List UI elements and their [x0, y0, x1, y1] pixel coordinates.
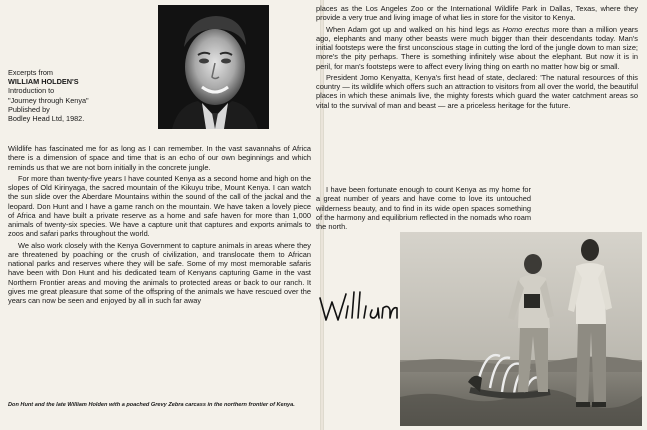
paragraph: [316, 25, 638, 71]
paragraph: I have been fortunate enough to count Kenya as my home for a great number of years and have come to love its untouched wilderness beauty, and to find in its wide open spaces something of the harmony and equilibrium reflected in the nomads who roam the north.: [316, 185, 531, 231]
italic-term: Homo erectus: [502, 24, 550, 34]
publication-credits: [8, 68, 153, 123]
credits-line: Excerpts from: [8, 68, 54, 77]
safari-photo: [400, 232, 642, 426]
book-title: "Journey through Kenya": [8, 95, 89, 105]
paragraph: President Jomo Kenyatta, Kenya's first head of state, declared: 'The natural resources of this country — its wildlife which offers such an attraction to visitors from all over the world, the beautiful places in which these animals live, the mighty forests which guard the water catchment areas so vital to the survival of man and beast — are a priceless heritage for the future.: [316, 72, 638, 110]
paragraph: Wildlife has fascinated me for as long as I can remember. In the vast savannahs of Africa there is a dimension of space and time that is an echo of our own beginnings and which reminds us that we are not born initially in the concrete jungle.: [8, 144, 311, 172]
left-column-text: [8, 144, 311, 307]
paragraph-text: When Adam got up and walked on his hind legs as: [326, 24, 503, 34]
photo-caption: Don Hunt and the late William Holden with a poached Grevy Zebra carcass in the northern frontier of Kenya.: [8, 402, 295, 408]
right-column-text: [316, 4, 638, 112]
paragraph: For more than twenty-five years I have counted Kenya as a second home and high on the slopes of Old Kirinyaga, the sacred mountain of the Kikuyu tribe, Mount Kenya. I can watch the sun slide over the Aberdare Mountains within the sound of the call of the jackal and the leopard. Don Hunt and I have a game ranch on the mountain. We have taken a lovely piece of Africa and have built a private reserve as a home and safe haven for more than 1,000 animals of twenty-six species. We have a capture unit that captures and exports animals to zoos and safari parks throughout the world.: [8, 173, 311, 239]
author-name: WILLIAM HOLDEN'S: [8, 77, 79, 87]
right-column-closing-text: [316, 185, 531, 233]
publisher: Bodley Head Ltd, 1982.: [8, 114, 85, 124]
paragraph: places as the Los Angeles Zoo or the International Wildlife Park in Dallas, Texas, where they provide a very true and living image of what lies in store for the visitor to Kenya.: [316, 4, 638, 23]
paragraph-text: more than a million years ago, elephants and many other beasts were much bigger than their descendants today. Man's initial footsteps were the first unconscious stage in cutting the lord of the jungle down to man size; more's the pity perhaps. There is something infinitely wise about the elephant. But now it is in peril, for man's footsteps were to affect every living thing on earth no matter how big or small.: [316, 24, 638, 71]
paragraph: We also work closely with the Kenya Government to capture animals in areas where they are threatened by poaching or the crush of civilization, and translocate them to African national parks and reserves where they will be safe. Some of my most memorable safaris have been with Don Hunt and his dedicated team of Kenyans capturing Game in the vast Northern Frontier areas and moving the animals to protected areas or back to our ranch. It gives me great pleasure that some of the offspring of the animals we have rescued over the years can now be seen and enjoyed by all in such far away: [8, 240, 311, 305]
portrait-photo: [158, 5, 269, 129]
credits-line: Introduction to: [8, 86, 55, 96]
credits-line: Published by: [8, 104, 50, 114]
